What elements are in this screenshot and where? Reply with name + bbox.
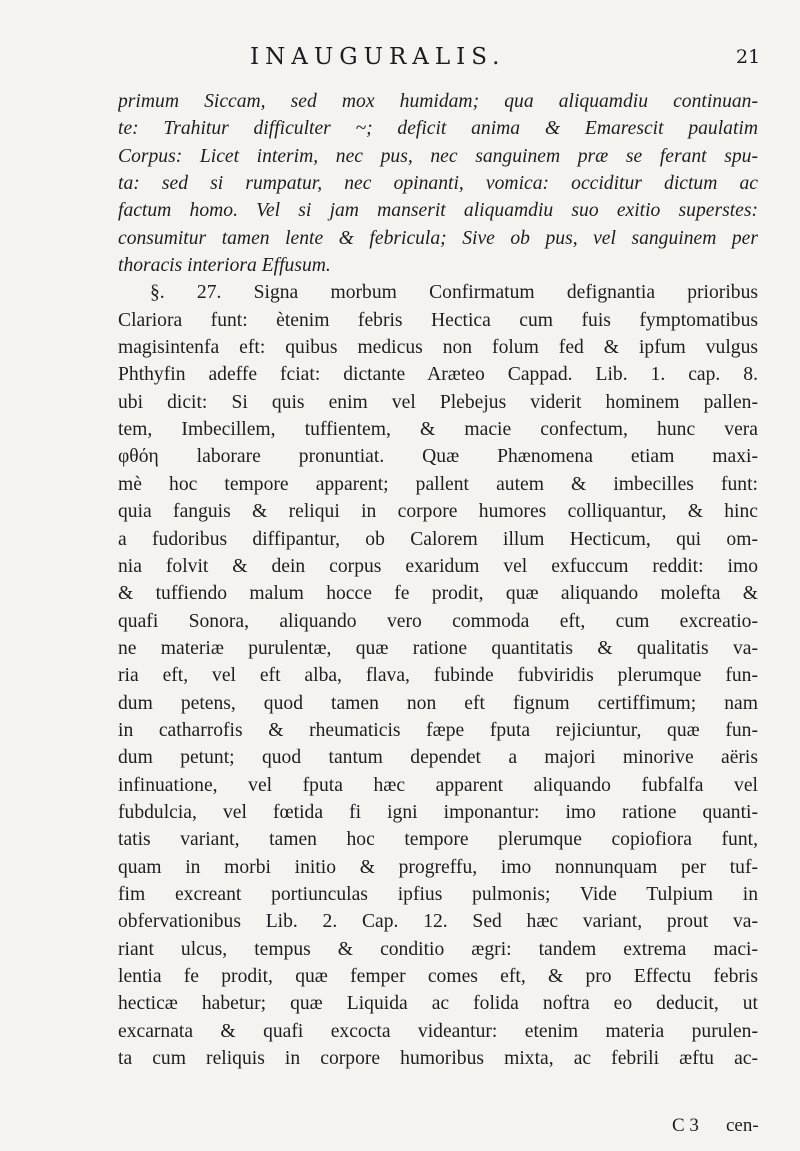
text-line: & tuffiendo malum hocce fe prodit, quæ aliquando molefta &: [118, 583, 758, 605]
text-line: φθόη laborare pronuntiat. Quæ Phænomena etiam maxi-: [118, 446, 758, 468]
paragraph-start: §. 27. Signa morbum Confirmatum defignantia prioribus: [150, 282, 758, 304]
text-line: in catharrofis & rheumaticis fæpe fputa rejiciuntur, quæ fun-: [118, 719, 758, 741]
page-footer: [560, 1115, 760, 1141]
text-line: magisintenfa eft: quibus medicus non folum fed & ipfum vulgus: [118, 337, 758, 359]
text-line: tem, Imbecillem, tuffientem, & macie confectum, hunc vera: [118, 419, 758, 441]
text-line: ta: sed si rumpatur, nec opinanti, vomica: occiditur dictum ac: [118, 173, 758, 195]
text-line: obfervationibus Lib. 2. Cap. 12. Sed hæc variant, prout va-: [118, 911, 758, 933]
running-header: [0, 44, 800, 74]
text-line: thoracis interiora Effusum.: [118, 255, 331, 277]
text-line: ubi dicit: Si quis enim vel Plebejus viderit hominem pallen-: [118, 391, 758, 413]
text-line: Phthyfin adeffe fciat: dictante Aræteo Cappad. Lib. 1. cap. 8.: [118, 364, 758, 386]
text-line: tatis variant, tamen hoc tempore plerumque copiofiora funt,: [118, 829, 758, 851]
text-line: primum Siccam, sed mox humidam; qua aliquamdiu continuan-: [118, 91, 758, 112]
text-line: dum petens, quod tamen non eft fignum certiffimum; nam: [118, 692, 758, 714]
text-line: hecticæ habetur; quæ Liquida ac folida noftra eo deducit, ut: [118, 993, 758, 1015]
running-title: INAUGURALIS.: [250, 44, 506, 70]
signature-mark: C 3: [672, 1115, 699, 1136]
text-line: Corpus: Licet interim, nec pus, nec sanguinem præ se ferant spu-: [118, 145, 758, 167]
text-line: consumitur tamen lente & febricula; Sive ob pus, vel sanguinem per: [118, 227, 758, 249]
text-line: riant ulcus, tempus & conditio ægri: tandem extrema maci-: [118, 938, 758, 960]
text-line: excarnata & quafi excocta videantur: etenim materia purulen-: [118, 1020, 758, 1042]
text-line: a fudoribus diffipantur, ob Calorem illum Hecticum, qui om-: [118, 528, 758, 550]
catchword: cen-: [726, 1115, 759, 1136]
text-line: lentia fe prodit, quæ femper comes eft, & pro Effectu febris: [118, 966, 758, 987]
text-line: te: Trahitur difficulter ~; deficit anima & Emarescit paulatim: [118, 118, 758, 140]
body-text: [118, 88, 758, 1072]
text-line: factum homo. Vel si jam manserit aliquamdiu suo exitio superstes:: [118, 200, 758, 222]
text-line: Clariora funt: ètenim febris Hectica cum fuis fymptomatibus: [118, 309, 758, 331]
text-line: fubdulcia, vel fœtida fi igni imponantur: imo ratione quanti-: [118, 801, 758, 823]
text-line: ta cum reliquis in corpore humoribus mixta, ac febrili æftu ac-: [118, 1048, 758, 1070]
text-line: dum petunt; quod tantum dependet a majori minorive aëris: [118, 747, 758, 769]
text-line: quafi Sonora, aliquando vero commoda eft, cum excreatio-: [118, 610, 758, 632]
page-number: 21: [736, 46, 761, 68]
text-line: infinuatione, vel fputa hæc apparent aliquando fubfalfa vel: [118, 774, 758, 796]
text-line: mè hoc tempore apparent; pallent autem & imbecilles funt:: [118, 473, 758, 495]
text-line: ne materiæ purulentæ, quæ ratione quantitatis & qualitatis va-: [118, 637, 758, 659]
text-line: fim excreant portiunculas ipfius pulmonis; Vide Tulpium in: [118, 883, 758, 905]
text-line: quia fanguis & reliqui in corpore humores colliquantur, & hinc: [118, 501, 758, 523]
text-line: nia folvit & dein corpus exaridum vel exfuccum reddit: imo: [118, 555, 758, 577]
text-line: ria eft, vel eft alba, flava, fubinde fubviridis plerumque fun-: [118, 665, 758, 687]
text-line: quam in morbi initio & progreffu, imo nonnunquam per tuf-: [118, 856, 758, 878]
